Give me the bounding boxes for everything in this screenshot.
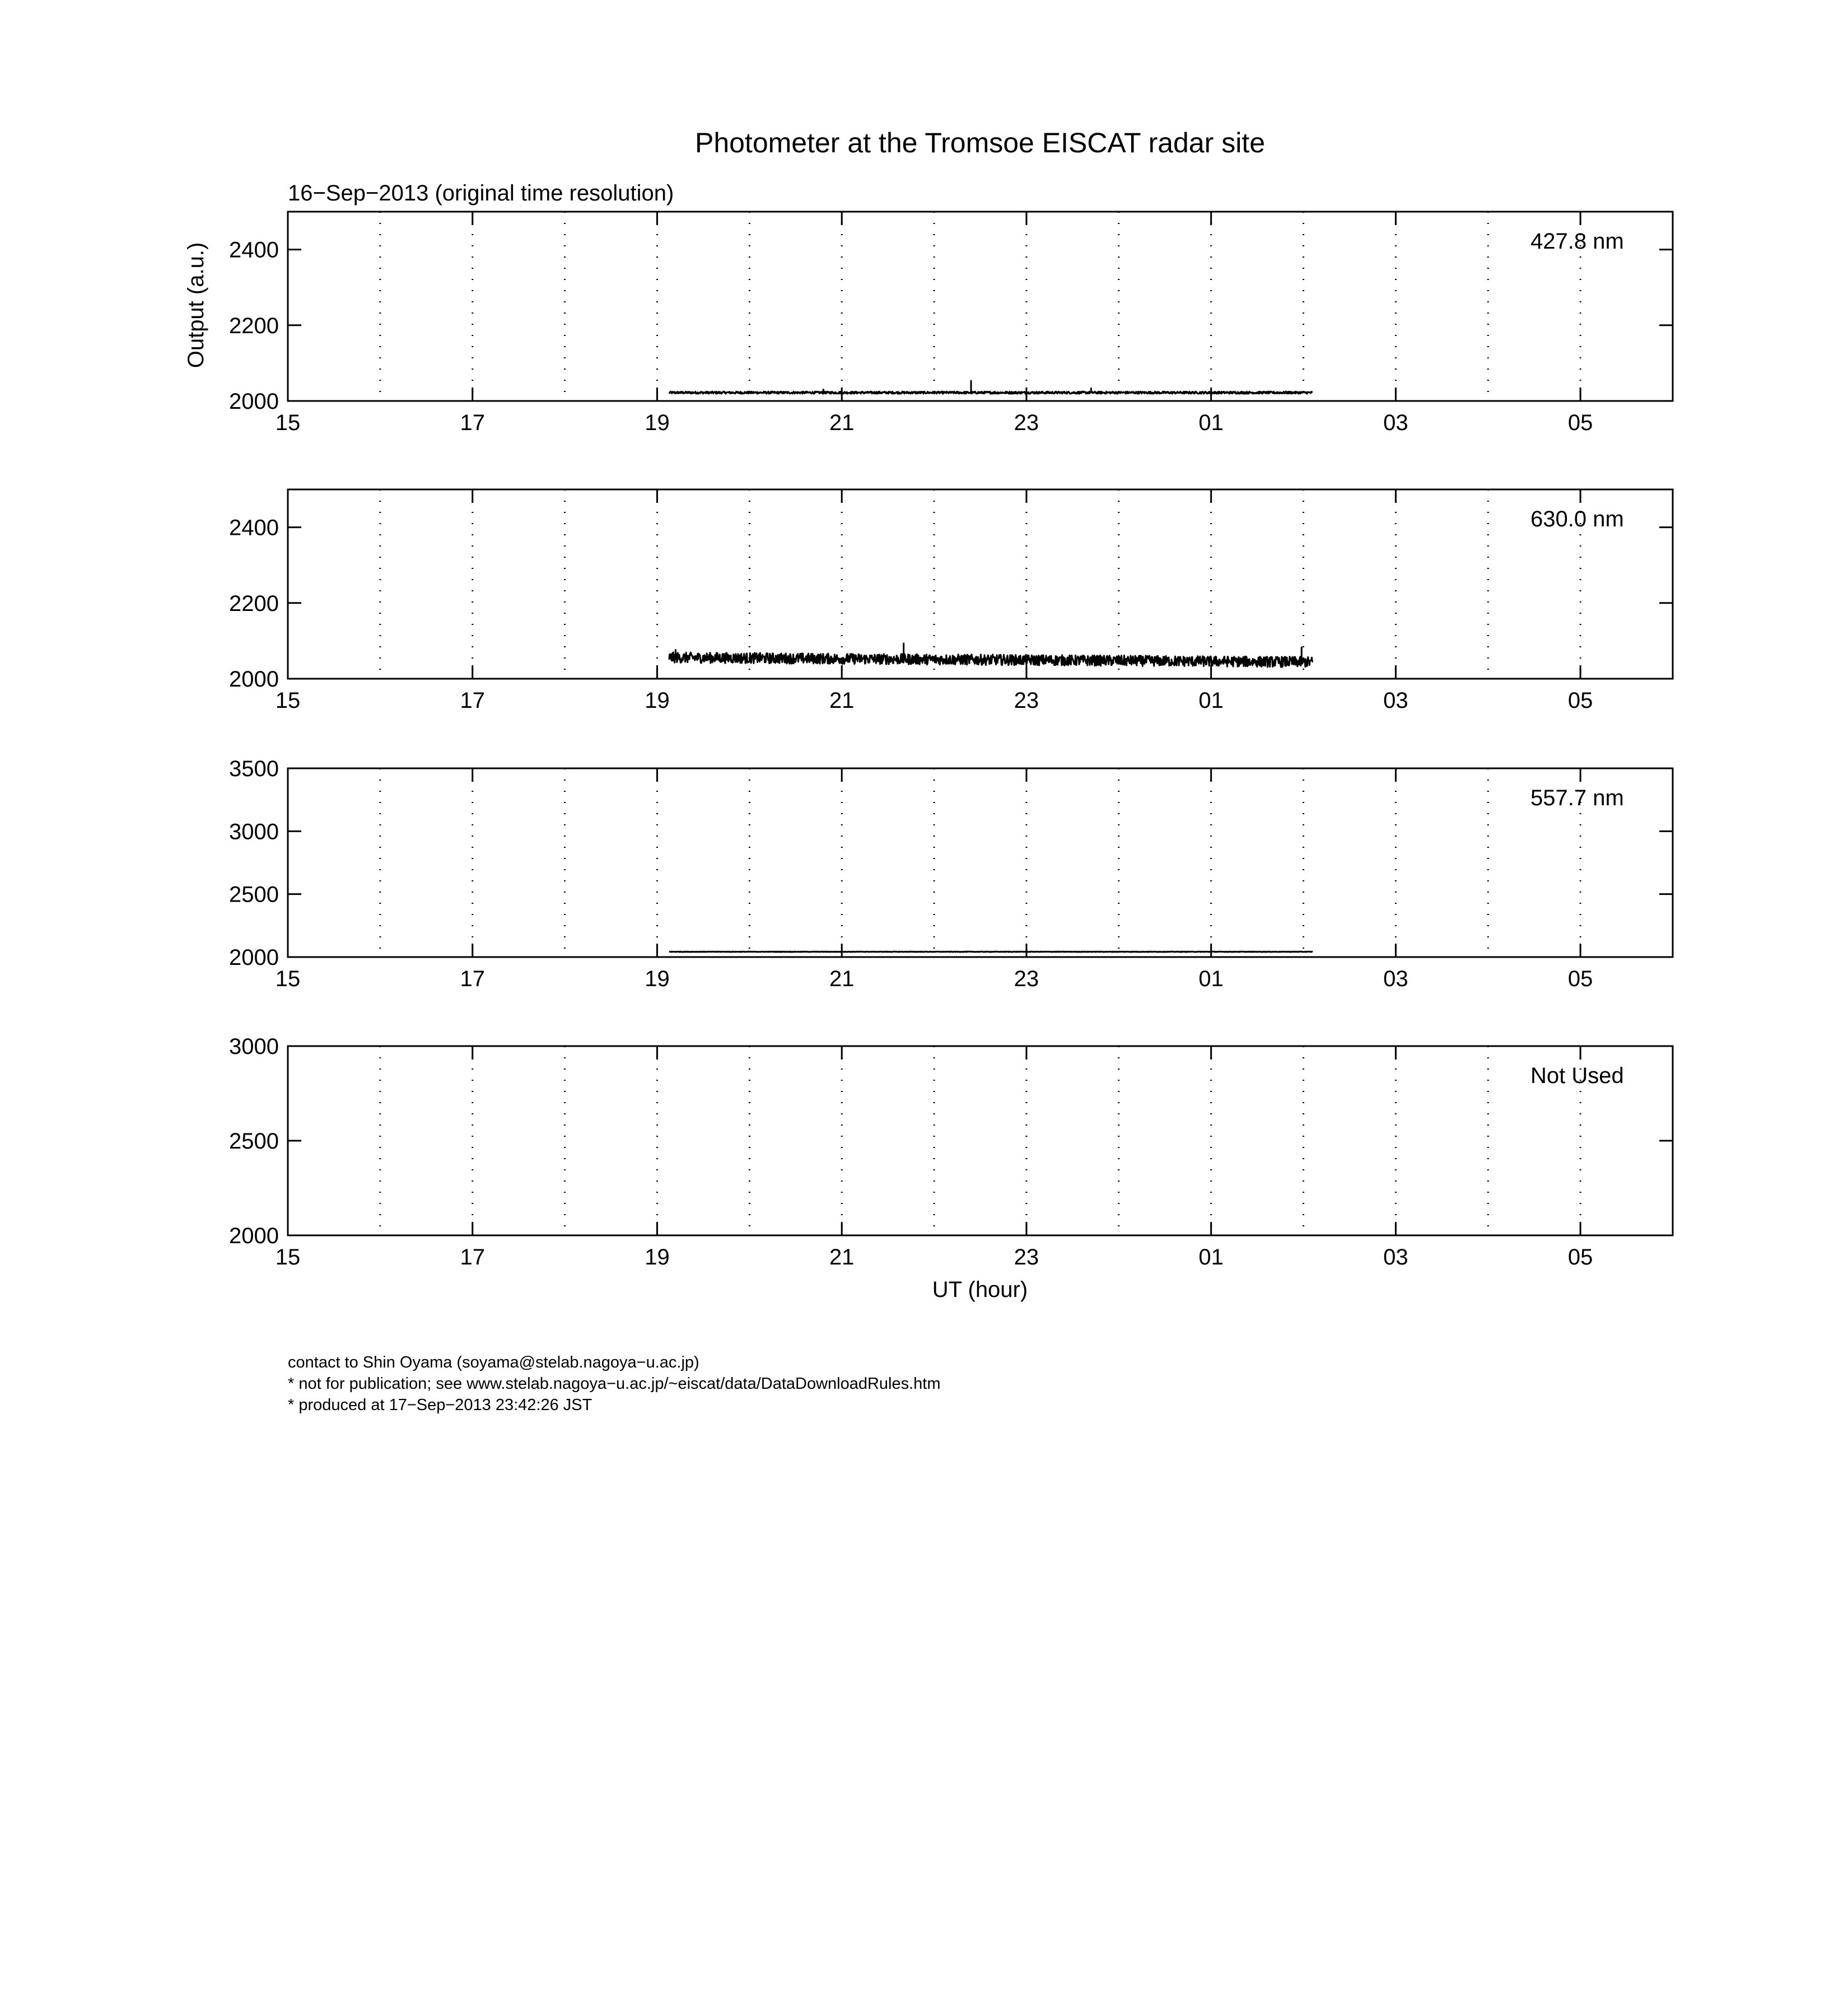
x-tick-label: 21 [829, 967, 855, 991]
x-tick-label: 23 [1014, 688, 1039, 713]
x-tick-label: 17 [460, 1245, 485, 1270]
series-line [669, 951, 1313, 952]
x-tick-label: 17 [460, 688, 485, 713]
y-tick-label: 2000 [229, 945, 279, 970]
y-axis-label: Output (a.u.) [184, 242, 208, 368]
panel-3 [229, 757, 1673, 991]
x-tick-label: 05 [1567, 410, 1593, 435]
y-tick-label: 2400 [229, 515, 279, 540]
series-line [669, 652, 1313, 667]
x-tick-label: 01 [1198, 688, 1224, 713]
x-tick-label: 21 [829, 688, 855, 713]
x-tick-label: 03 [1383, 967, 1408, 991]
panel-label: Not Used [1530, 1063, 1624, 1088]
y-tick-label: 3000 [229, 819, 279, 844]
x-tick-label: 05 [1567, 967, 1593, 991]
panel-label: 630.0 nm [1530, 507, 1624, 531]
axes-frame [288, 1046, 1673, 1235]
axes-frame [288, 489, 1673, 679]
figure-title: Photometer at the Tromsoe EISCAT radar site [694, 127, 1266, 158]
x-tick-label: 15 [275, 688, 301, 713]
panel-1 [229, 212, 1673, 435]
panel-2 [229, 489, 1673, 713]
x-tick-label: 15 [275, 967, 301, 991]
x-tick-label: 17 [460, 967, 485, 991]
y-tick-label: 2000 [229, 1224, 279, 1248]
x-tick-label: 23 [1014, 410, 1039, 435]
x-tick-label: 01 [1198, 967, 1224, 991]
x-tick-label: 19 [645, 967, 670, 991]
axes-frame [288, 768, 1673, 957]
y-tick-label: 2500 [229, 882, 279, 907]
x-tick-label: 23 [1014, 1245, 1039, 1270]
footer-notes [288, 1352, 941, 1416]
x-tick-label: 19 [645, 688, 670, 713]
x-tick-label: 19 [645, 1245, 670, 1270]
x-tick-label: 01 [1198, 1245, 1224, 1270]
x-tick-label: 03 [1383, 688, 1408, 713]
y-tick-label: 2000 [229, 667, 279, 692]
x-tick-label: 05 [1567, 1245, 1593, 1270]
x-tick-label: 01 [1198, 410, 1224, 435]
x-tick-label: 19 [645, 410, 670, 435]
panel-4 [229, 1034, 1673, 1270]
x-tick-label: 03 [1383, 1245, 1408, 1270]
footer-contact: contact to Shin Oyama (soyama@stelab.nagoya−u.ac.jp) [288, 1354, 699, 1371]
y-tick-label: 3000 [229, 1034, 279, 1059]
x-tick-label: 21 [829, 410, 855, 435]
panels [229, 212, 1673, 1270]
y-tick-label: 2000 [229, 389, 279, 414]
x-tick-label: 15 [275, 1245, 301, 1270]
y-tick-label: 2500 [229, 1129, 279, 1154]
y-tick-label: 2400 [229, 237, 279, 263]
y-tick-label: 2200 [229, 591, 279, 616]
series-line [669, 391, 1313, 394]
x-axis-label: UT (hour) [932, 1277, 1028, 1302]
footer-produced-at: * produced at 17−Sep−2013 23:42:26 JST [288, 1396, 592, 1414]
axes-frame [288, 212, 1673, 401]
x-tick-label: 17 [460, 410, 485, 435]
y-tick-label: 3500 [229, 757, 279, 781]
y-tick-label: 2200 [229, 313, 279, 338]
x-tick-label: 05 [1567, 688, 1593, 713]
x-tick-label: 03 [1383, 410, 1408, 435]
panel-label: 557.7 nm [1530, 786, 1624, 810]
panel-label: 427.8 nm [1530, 229, 1624, 254]
x-tick-label: 15 [275, 410, 301, 435]
figure-subtitle: 16−Sep−2013 (original time resolution) [288, 181, 674, 206]
footer-publication-note: * not for publication; see www.stelab.nagoya−u.ac.jp/~eiscat/data/DataDownloadRules.htm [288, 1375, 941, 1393]
x-tick-label: 21 [829, 1245, 855, 1270]
x-tick-label: 23 [1014, 967, 1039, 991]
